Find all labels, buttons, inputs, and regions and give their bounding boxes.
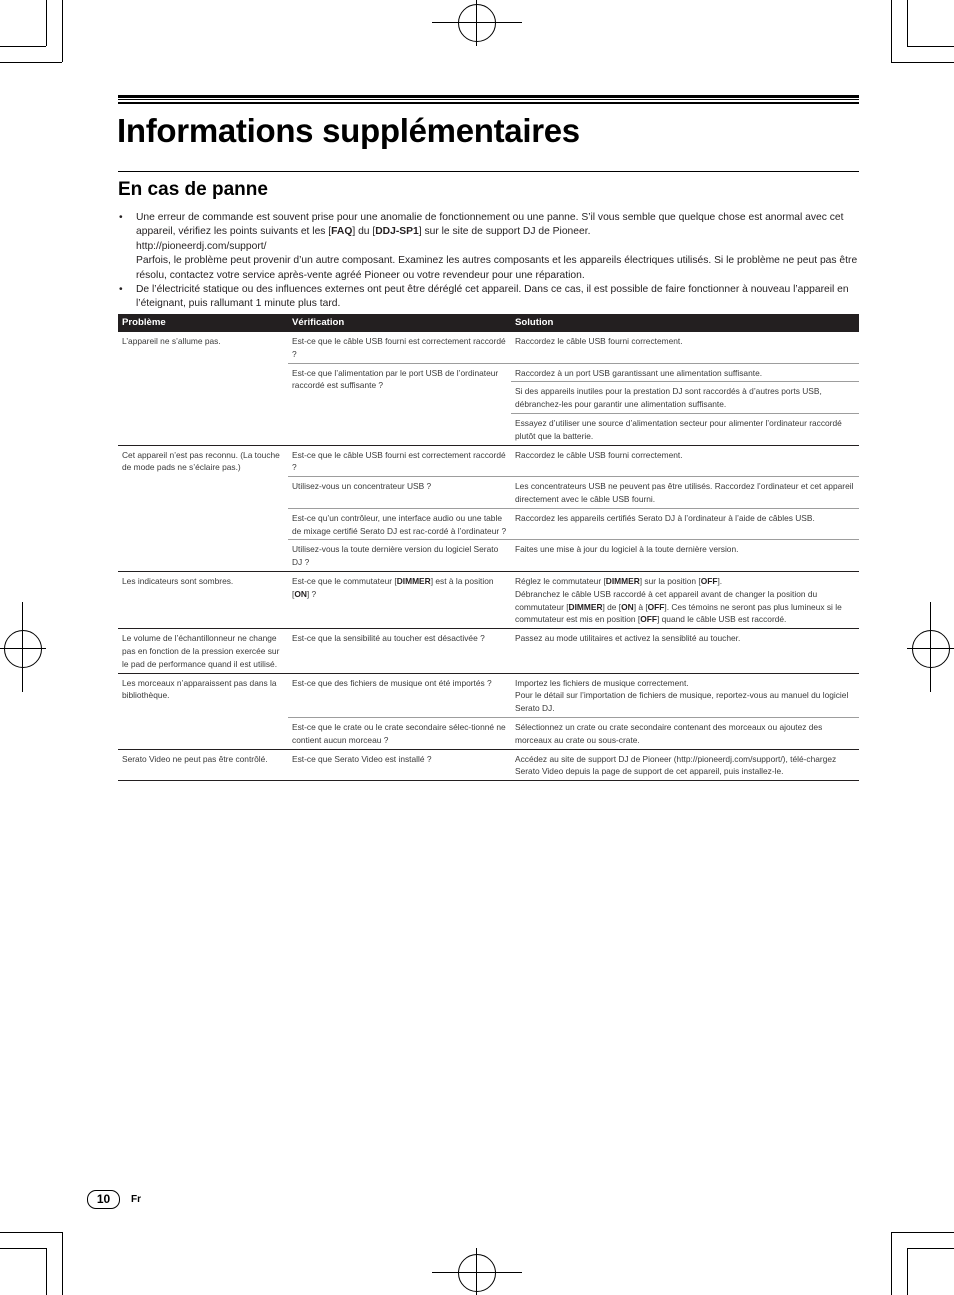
title-rule	[118, 171, 859, 172]
bullet-dot: •	[119, 212, 123, 223]
header-rule	[118, 95, 859, 104]
solution-text: ] quand le câble USB est raccordé.	[656, 614, 787, 625]
solution-cell	[511, 673, 859, 717]
troubleshooting-table	[118, 314, 859, 781]
off-label: OFF	[700, 575, 718, 586]
intro-paragraph: Parfois, le problème peut provenir d’un autre composant. Examinez les autres composants et les appareils électriques utilisés. Si le problème ne peut pas être résolu, contactez votre service après-vente agréé Pioneer ou votre revendeur pour une réparation.	[136, 255, 858, 281]
crop-mark	[46, 1248, 47, 1295]
solution-text: ] à [	[633, 601, 648, 612]
problem-cell: Les indicateurs sont sombres.	[118, 571, 288, 628]
solution-text: ]. Ces témoins ne seront pas plus lumineux si le commutateur est mis en position [	[515, 601, 842, 625]
solution-text: Débranchez le câble USB raccordé à cet appareil avant de changer la position du commutateur [	[515, 588, 818, 612]
solution-cell: Raccordez à un port USB garantissant une alimentation suffisante.	[511, 363, 859, 382]
column-header: Problème	[118, 314, 288, 332]
column-header: Vérification	[288, 314, 511, 332]
bullet-dot: •	[119, 284, 123, 296]
crop-mark	[891, 1232, 892, 1295]
page-title: Informations supplémentaires	[117, 112, 580, 149]
check-cell: Est-ce qu’un contrôleur, une interface audio ou une table de mixage certifié Serato DJ est rac-cordé à l’ordinateur ?	[288, 508, 511, 540]
crop-mark	[907, 1248, 954, 1249]
crop-mark	[907, 1248, 908, 1295]
table-row	[118, 749, 859, 781]
problem-cell: Serato Video ne peut pas être contrôlé.	[118, 749, 288, 781]
intro-paragraph: De l’électricité statique ou des influences externes ont peut être déréglé cet appareil. Dans ce cas, il est possible de faire fonctionner à nouveau l’appareil en l’éteignant, puis rallumant 1 minute plus tard.	[136, 284, 849, 310]
check-cell: Est-ce que le câble USB fourni est correctement raccordé ?	[288, 445, 511, 477]
intro-list	[118, 211, 859, 312]
on-label: ON	[294, 588, 307, 599]
solution-cell: Raccordez les appareils certifiés Serato DJ à l’ordinateur à l’aide de câbles USB.	[511, 508, 859, 540]
solution-cell	[511, 571, 859, 628]
solution-text: ] de [	[602, 601, 622, 612]
crop-mark	[0, 62, 62, 63]
model-label: DDJ-SP1	[375, 226, 419, 238]
page-number: 10	[87, 1190, 120, 1209]
off-label: OFF	[647, 601, 665, 612]
problem-cell: L’appareil ne s’allume pas.	[118, 332, 288, 445]
off-label: OFF	[640, 614, 657, 625]
table-row	[118, 673, 859, 717]
intro-bullet-1-line	[136, 211, 859, 240]
check-text: Est-ce que le commutateur [	[292, 575, 397, 586]
solution-cell: Sélectionnez un crate ou crate secondaire contenant des morceaux ou ajoutez des morceaux au crate ou sous-crate.	[511, 717, 859, 749]
check-cell: Est-ce que l’alimentation par le port USB de l’ordinateur raccordé est suffisante ?	[288, 363, 511, 445]
solution-text: ] sur la position [	[639, 575, 701, 586]
dimmer-label: DIMMER	[568, 601, 603, 612]
crop-mark	[0, 46, 46, 47]
table-row	[118, 629, 859, 673]
solution-cell: Passez au mode utilitaires et activez la sensiblité au toucher.	[511, 629, 859, 673]
on-label: ON	[621, 601, 634, 612]
crop-mark	[62, 0, 63, 62]
dimmer-label: DIMMER	[396, 575, 431, 586]
check-cell: Utilisez-vous un concentrateur USB ?	[288, 477, 511, 509]
check-cell: Est-ce que Serato Video est installé ?	[288, 749, 511, 781]
solution-cell: Raccordez le câble USB fourni correctement.	[511, 445, 859, 477]
check-text: ] ?	[306, 588, 317, 599]
column-header: Solution	[511, 314, 859, 332]
check-text: ] est à la position [	[292, 575, 494, 599]
solution-text: Réglez le commutateur [	[515, 575, 606, 586]
intro-text: ] sur le site de support DJ de Pioneer.	[418, 226, 591, 238]
solution-text: Importez les fichiers de musique correctement.	[515, 677, 689, 688]
solution-cell: Accédez au site de support DJ de Pioneer (http://pioneerdj.com/support/), télé-chargez Serato Video depuis la page de support de cet appareil, puis installez-le.	[511, 749, 859, 781]
crop-mark	[891, 62, 954, 63]
solution-text: Pour le détail sur l’importation de fichiers de musique, reportez-vous au manuel du logiciel Serato DJ.	[515, 690, 849, 714]
check-cell: Est-ce que le crate ou le crate secondaire sélec-tionné ne contient aucun morceau ?	[288, 717, 511, 749]
table-row	[118, 445, 859, 477]
intro-bullet-2	[118, 283, 859, 312]
crop-mark	[907, 46, 954, 47]
intro-bullet-1	[118, 211, 859, 283]
check-cell: Est-ce que le câble USB fourni est correctement raccordé ?	[288, 332, 511, 363]
solution-cell: Raccordez le câble USB fourni correctement.	[511, 332, 859, 363]
table-row	[118, 332, 859, 363]
check-cell: Utilisez-vous la toute dernière version du logiciel Serato DJ ?	[288, 540, 511, 572]
crop-mark	[0, 1232, 62, 1233]
language-code: Fr	[131, 1194, 141, 1205]
problem-cell: Les morceaux n’apparaissent pas dans la bibliothèque.	[118, 673, 288, 749]
table-row	[118, 571, 859, 628]
solution-cell: Faites une mise à jour du logiciel à la toute dernière version.	[511, 540, 859, 572]
problem-cell: Cet appareil n’est pas reconnu. (La touche de mode pads ne s’éclaire pas.)	[118, 445, 288, 571]
problem-cell: Le volume de l’échantillonneur ne change pas en fonction de la pression exercée sur le pad de performance quand il est utilisé.	[118, 629, 288, 673]
intro-text: ] du [	[352, 226, 376, 238]
crop-mark	[907, 0, 908, 46]
intro-text: Une erreur de commande est souvent prise pour une anomalie de fonctionnement ou une panne. S’il vous semble que quelque chose est anormal avec cet appareil, vérifiez les points suivants et les [	[136, 212, 844, 238]
crop-mark	[891, 0, 892, 62]
crop-mark	[0, 1248, 46, 1249]
check-cell: Est-ce que la sensibilité au toucher est désactivée ?	[288, 629, 511, 673]
solution-cell: Les concentrateurs USB ne peuvent pas être utilisés. Raccordez l’ordinateur et cet appareil directement avec le câble USB fourni.	[511, 477, 859, 509]
solution-text: ].	[717, 575, 723, 586]
faq-label: FAQ	[331, 226, 353, 238]
solution-cell: Si des appareils inutiles pour la prestation DJ sont raccordés à d’autres ports USB, débranchez-les pour garantir une alimentation suffisante.	[511, 382, 859, 414]
crop-mark	[62, 1232, 63, 1295]
crop-mark	[46, 0, 47, 46]
table-header-row	[118, 314, 859, 332]
solution-cell: Essayez d’utiliser une source d’alimentation secteur pour alimenter l’ordinateur raccordé plutôt que la batterie.	[511, 413, 859, 445]
section-heading: En cas de panne	[118, 179, 268, 200]
crop-mark	[891, 1232, 954, 1233]
support-url[interactable]: http://pioneerdj.com/support/	[136, 240, 267, 252]
check-cell	[288, 571, 511, 628]
dimmer-label: DIMMER	[605, 575, 640, 586]
check-cell: Est-ce que des fichiers de musique ont été importés ?	[288, 673, 511, 717]
